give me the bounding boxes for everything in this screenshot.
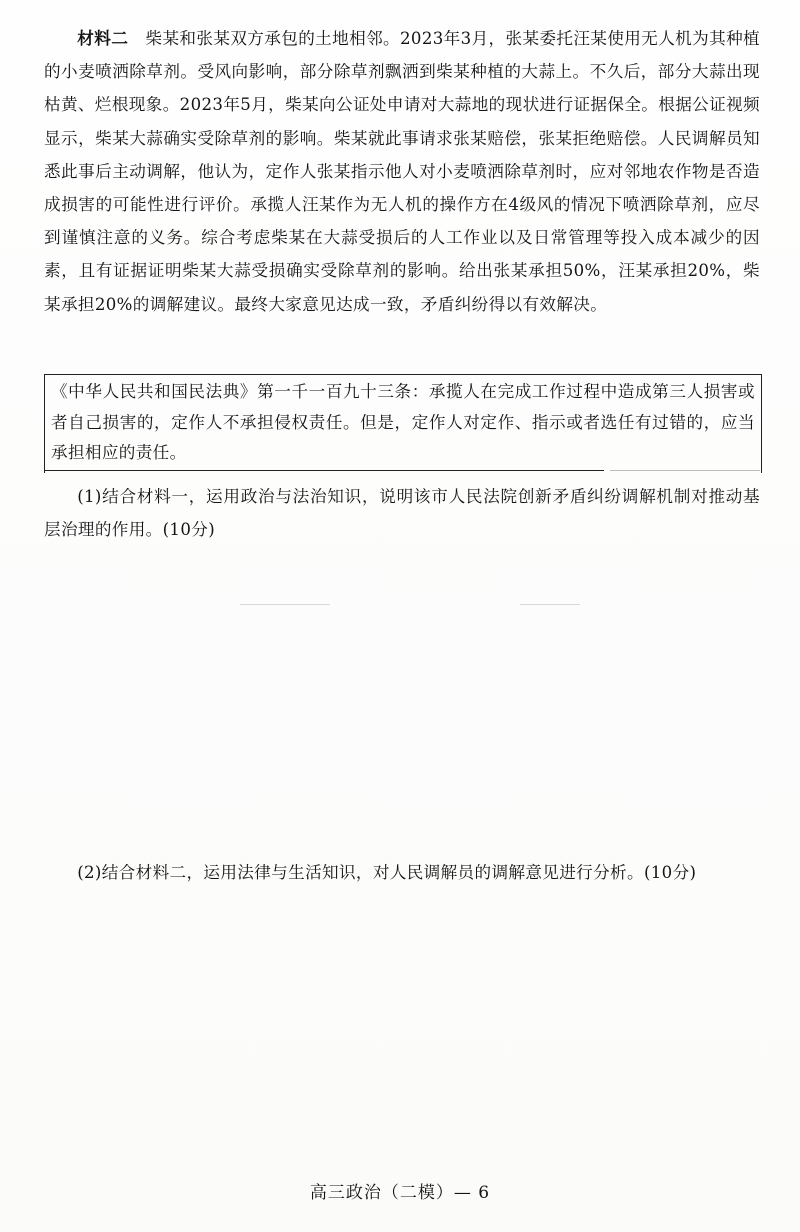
- page-footer-text: 高三政治（二模）— 6: [309, 1183, 491, 1203]
- question-two-text: (2)结合材料二，运用法律与生活知识，对人民调解员的调解意见进行分析。(10分): [77, 863, 697, 882]
- scan-artifact-line: [520, 604, 580, 605]
- question-one: [44, 480, 760, 546]
- article-box-bottom-border-faint: [610, 470, 760, 471]
- question-one-text: (1)结合材料一，运用政治与法治知识，说明该市人民法院创新矛盾纠纷调解机制对推动基层治理的作用。(10分): [44, 487, 760, 539]
- page-footer: [0, 1178, 800, 1203]
- material-two-text: 柴某和张某双方承包的土地相邻。2023年3月，张某委托汪某使用无人机为其种植的小麦喷洒除草剂。受风向影响，部分除草剂飘洒到柴某种植的大蒜上。不久后，部分大蒜出现枯黄、烂根现象。2023年5月，柴某向公证处申请对大蒜地的现状进行证据保全。根据公证视频显示，柴某大蒜确实受除草剂的影响。柴某就此事请求张某赔偿，张某拒绝赔偿。人民调解员知悉此事后主动调解，他认为，定作人张某指示他人对小麦喷洒除草剂时，应对邻地农作物是否造成损害的可能性进行评价。承揽人汪某作为无人机的操作方在4级风的情况下喷洒除草剂，应尽到谨慎注意的义务。综合考虑柴某在大蒜受损后的人工作业以及日常管理等投入成本减少的因素，且有证据证明柴某大蒜受损确实受除草剂的影响。给出张某承担50%，汪某承担20%，柴某承担20%的调解建议。最终大家意见达成一致，矛盾纠纷得以有效解决。: [44, 29, 761, 314]
- civil-code-article-box: [44, 374, 762, 473]
- article-box-bottom-border: [44, 470, 604, 471]
- material-two-paragraph: [44, 22, 760, 321]
- question-two: [44, 856, 760, 889]
- scan-artifact-line: [240, 604, 330, 605]
- material-two-label: 材料二: [77, 29, 129, 48]
- civil-code-article-text: 《中华人民共和国民法典》第一千一百九十三条：承揽人在完成工作过程中造成第三人损害或者自己损害的，定作人不承担侵权责任。但是，定作人对定作、指示或者选任有过错的，应当承担相应的责任。: [51, 382, 755, 462]
